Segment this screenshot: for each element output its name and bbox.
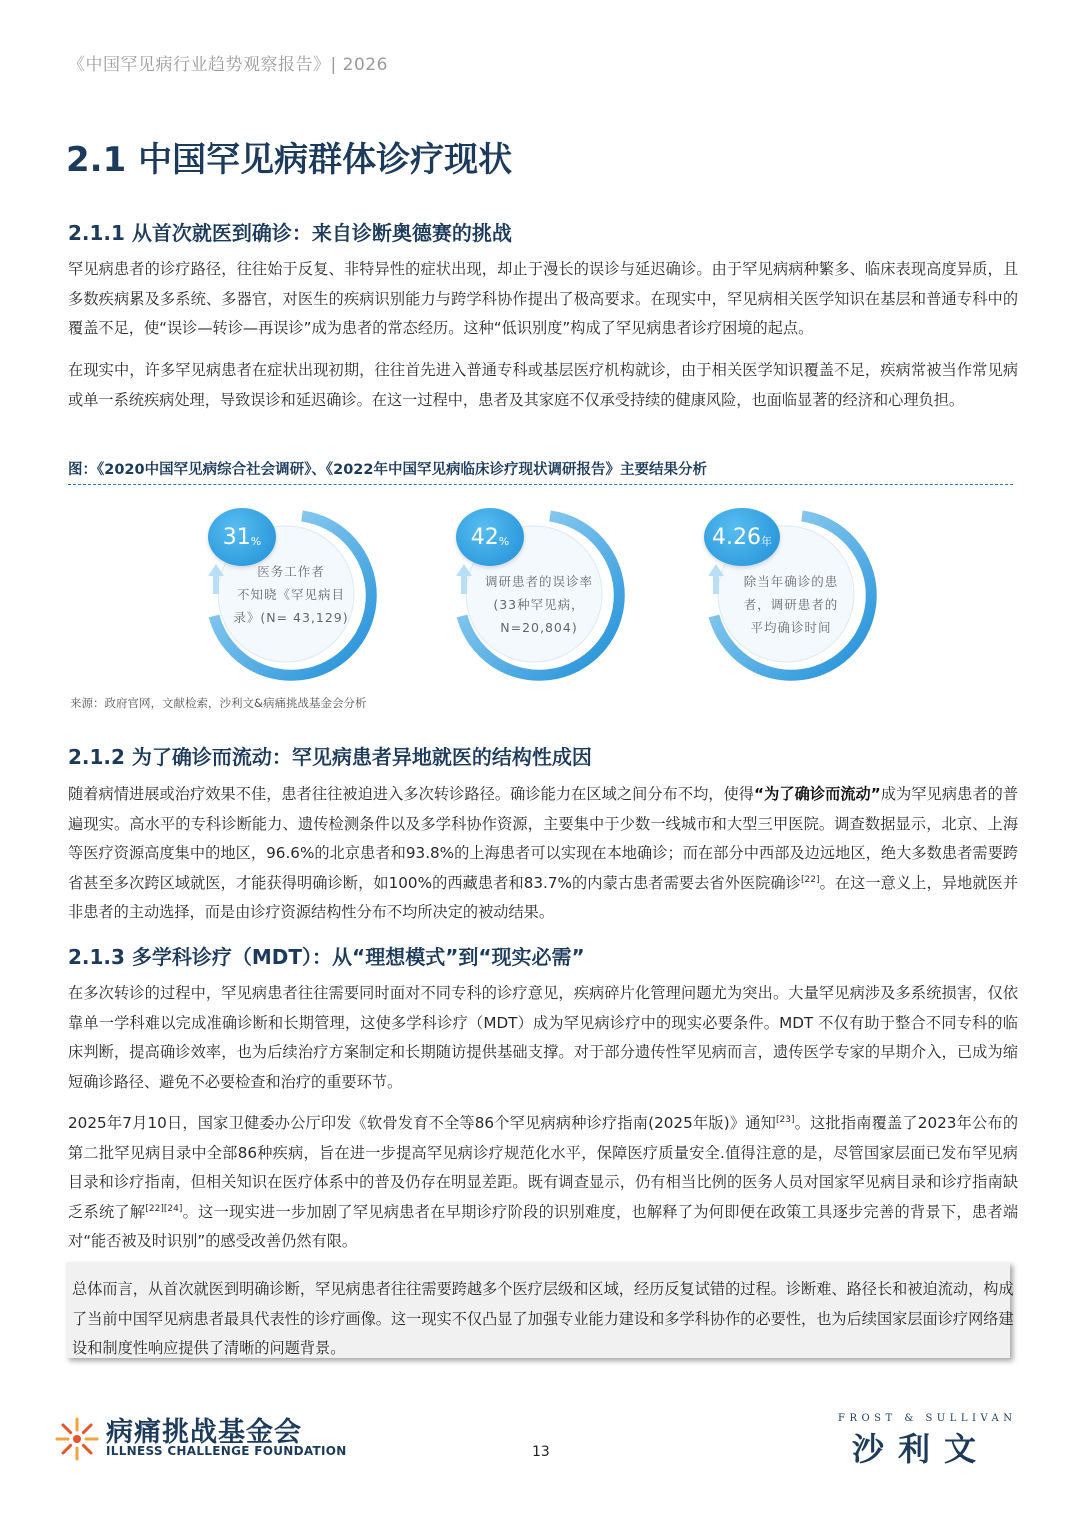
- figure-source: 来源：政府官网，文献检索，沙利文&病痛挑战基金会分析: [70, 696, 367, 710]
- foundation-logo: [54, 1412, 364, 1464]
- stat-ring: [686, 498, 886, 698]
- page-number: 13: [532, 1444, 550, 1460]
- paragraph: 随着病情进展或治疗效果不佳，患者往往被迫进入多次转诊路径。确诊能力在区域之间分布不均，使得“为了确诊而流动”成为罕见病患者的普遍现实。高水平的专科诊断能力、遗传检测条件以及多学科协作资源，主要集中于少数一线城市和大型三甲医院。调查数据显示，北京、上海等医疗资源高度集中的地区，96.6%的北京患者和93.8%的上海患者可以实现在本地确诊；而在部分中西部及边远地区，绝大多数患者需要跨省甚至多次跨区域就医，才能获得明确诊断，如100%的西藏患者和83.7%的内蒙古患者需要去省外医院确诊[22]。在这一意义上，异地就医并非患者的主动选择，而是由诊疗资源结构性分布不均所决定的被动结果。: [68, 785, 1019, 921]
- stat-unit: %: [498, 534, 510, 548]
- paragraph: 2025年7月10日，国家卫健委办公厅印发《软骨发育不全等86个罕见病病种诊疗指南(2025年版)》通知[23]。这批指南覆盖了2023年公布的第二批罕见病目录中全部86种疾病，旨在进一步提高罕见病诊疗规范化水平，保障医疗质量安全.值得注意的是，尽管国家层面已发布罕见病目录和诊疗指南，但相关知识在医疗体系中的普及仍存在明显差距。既有调查显示，仍有相当比例的医务人员对国家罕见病目录和诊疗指南缺乏系统了解[22][24]。这一现实进一步加剧了罕见病患者在早期诊疗阶段的识别难度，也解释了为何即便在政策工具逐步完善的背景下，患者端对“能否被及时识别”的感受改善仍然有限。: [68, 1114, 1019, 1250]
- stat-description: 医务工作者 不知晓《罕见病目 录》(N= 43,129): [233, 564, 349, 625]
- stat-value: 31: [222, 524, 251, 550]
- paragraph: 在现实中，许多罕见病患者在症状出现初期，往往首先进入普通专科或基层医疗机构就诊，由于相关医学知识覆盖不足，疾病常被当作常见病或单一系统疾病处理，导致误诊和延迟确诊。在这一过程中，患者及其家庭不仅承受持续的健康风险，也面临显著的经济和心理负担。: [68, 361, 1018, 409]
- stat-ring: [434, 498, 634, 698]
- subsection-title-2-1-3: 2.1.3 多学科诊疗（MDT）：从“理想模式”到“现实必需”: [68, 945, 585, 969]
- stat-value: 4.26: [712, 524, 761, 550]
- citation-ref: [22][24]: [145, 1203, 183, 1214]
- citation-ref: [22]: [801, 874, 820, 885]
- section-title: 2.1 中国罕见病群体诊疗现状: [66, 140, 513, 180]
- citation-ref: [23]: [776, 1114, 795, 1125]
- running-header: 《中国罕见病行业趋势观察报告》| 2026: [68, 55, 388, 75]
- stat-ring: [186, 498, 386, 698]
- stat-badge: [704, 508, 780, 566]
- subsection-title-2-1-2: 2.1.2 为了确诊而流动：罕见病患者异地就医的结构性成因: [68, 745, 592, 769]
- paragraph: 罕见病患者的诊疗路径，往往始于反复、非特异性的症状出现，却止于漫长的误诊与延迟确诊。由于罕见病病种繁多、临床表现高度异质，且多数疾病累及多系统、多器官，对医生的疾病识别能力与跨学科协作提出了极高要求。在现实中，罕见病相关医学知识在基层和普通专科中的覆盖不足，使“误诊—转诊—再误诊”成为患者的常态经历。这种“低识别度”构成了罕见病患者诊疗困境的起点。: [68, 260, 1018, 337]
- stat-badge: [208, 508, 276, 566]
- foundation-name-cn: 病痛挑战基金会: [106, 1417, 302, 1448]
- frost-sullivan-logo-cn: 沙利文: [852, 1430, 991, 1468]
- stat-value: 42: [470, 524, 499, 550]
- paragraph: 在多次转诊的过程中，罕见病患者往往需要同时面对不同专科的诊疗意见，疾病碎片化管理问题尤为突出。大量罕见病涉及多系统损害，仅依靠单一学科难以完成准确诊断和长期管理，这使多学科诊疗（MDT）成为罕见病诊疗中的现实必要条件。MDT 不仅有助于整合不同专科的临床判断，提高确诊效率，也为后续治疗方案制定和长期随访提供基础支撑。对于部分遗传性罕见病而言，遗传医学专家的早期介入，已成为缩短确诊路径、避免不必要检查和治疗的重要环节。: [68, 984, 1018, 1091]
- stat-badge: [456, 508, 524, 566]
- figure-title: 图：《2020中国罕见病综合社会调研》、《2022年中国罕见病临床诊疗现状调研报告》主要结果分析: [68, 462, 707, 478]
- sunburst-icon: [54, 1416, 100, 1462]
- stat-description: 除当年确诊的患 者，调研患者的 平均确诊时间: [743, 574, 839, 635]
- frost-sullivan-wordmark: FROST & SULLIVAN: [838, 1413, 1017, 1424]
- stat-unit: %: [250, 534, 262, 548]
- summary-text: 总体而言，从首次就医到明确诊断，罕见病患者往往需要跨越多个医疗层级和区域，经历反复试错的过程。诊断难、路径长和被迫流动，构成了当前中国罕见病患者最具代表性的诊疗画像。这一现实不仅凸显了加强专业能力建设和多学科协作的必要性，也为后续国家层面诊疗网络建设和制度性响应提供了清晰的问题背景。: [72, 1280, 1014, 1357]
- emphasis-text: “为了确诊而流动”: [754, 785, 881, 803]
- stat-description: 调研患者的误诊率 (33种罕见病， N=20,804): [484, 574, 593, 635]
- stat-unit: 年: [760, 535, 772, 548]
- subsection-title-2-1-1: 2.1.1 从首次就医到确诊：来自诊断奥德赛的挑战: [68, 221, 512, 245]
- figure-divider: [68, 484, 1013, 485]
- foundation-name-en: ILLNESS CHALLENGE FOUNDATION: [106, 1444, 347, 1458]
- summary-box: [66, 1262, 1014, 1358]
